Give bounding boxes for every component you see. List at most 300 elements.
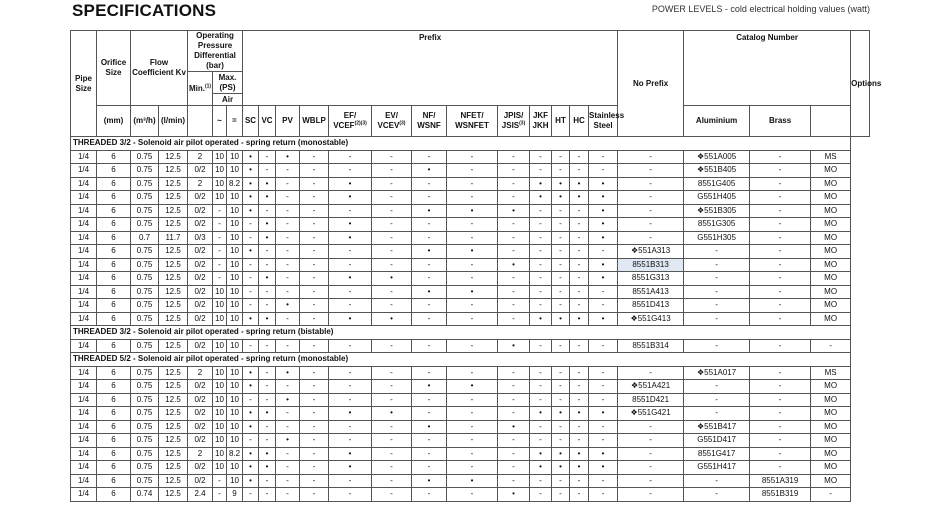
table-cell: - [300, 204, 329, 218]
table-cell: 1/4 [71, 231, 97, 245]
table-cell: - [570, 339, 589, 353]
table-cell: - [750, 191, 811, 205]
table-cell: 1/4 [71, 461, 97, 475]
table-cell: - [589, 420, 618, 434]
table-cell: - [618, 366, 684, 380]
table-cell: 12.5 [159, 245, 188, 259]
table-cell: - [259, 150, 276, 164]
table-cell: 1/4 [71, 474, 97, 488]
col-flow-coefficient: Flow Coefficient Kv [131, 31, 188, 106]
table-cell: 6 [97, 407, 131, 421]
table-cell: 10 [227, 461, 243, 475]
table-cell: 10 [213, 312, 227, 326]
table-cell: - [329, 366, 372, 380]
table-cell: 10 [213, 420, 227, 434]
table-cell: - [412, 258, 447, 272]
table-cell: • [412, 164, 447, 178]
table-cell: 8551D421 [618, 393, 684, 407]
table-cell: - [412, 447, 447, 461]
prefix-vc: VC [259, 106, 276, 137]
table-cell: - [372, 393, 412, 407]
table-cell: - [329, 299, 372, 313]
table-cell: 10 [227, 434, 243, 448]
table-cell: 10 [213, 407, 227, 421]
table-cell: - [243, 272, 259, 286]
table-cell: • [259, 407, 276, 421]
table-cell: ❖551B305 [684, 204, 750, 218]
table-cell: - [552, 366, 570, 380]
table-cell: 8551G313 [618, 272, 684, 286]
table-cell: - [276, 339, 300, 353]
table-cell: - [300, 393, 329, 407]
table-cell: - [372, 339, 412, 353]
table-cell: 8551B313 [618, 258, 684, 272]
table-cell: - [530, 285, 552, 299]
table-cell: • [570, 407, 589, 421]
table-cell: - [498, 272, 530, 286]
table-cell: 10 [227, 150, 243, 164]
table-cell: 0.75 [131, 177, 159, 191]
table-cell: • [589, 447, 618, 461]
col-dc: = [227, 106, 243, 137]
table-cell: - [276, 380, 300, 394]
table-cell: • [530, 177, 552, 191]
table-cell: - [276, 447, 300, 461]
table-cell: - [618, 191, 684, 205]
table-cell: 0/2 [188, 434, 213, 448]
table-cell: - [530, 380, 552, 394]
table-cell: 10 [227, 339, 243, 353]
table-cell: • [412, 380, 447, 394]
table-cell: - [276, 420, 300, 434]
table-cell: - [750, 434, 811, 448]
table-cell: - [329, 258, 372, 272]
table-cell: - [750, 447, 811, 461]
table-cell: - [300, 218, 329, 232]
table-cell: - [570, 393, 589, 407]
table-cell: - [447, 393, 498, 407]
table-cell: - [276, 177, 300, 191]
table-cell: - [498, 447, 530, 461]
table-cell: • [243, 245, 259, 259]
catalog-stainless: Stainless Steel [589, 106, 618, 137]
table-cell: - [750, 231, 811, 245]
table-cell: - [213, 258, 227, 272]
table-cell: - [589, 488, 618, 502]
table-cell: 12.5 [159, 312, 188, 326]
table-cell: 6 [97, 191, 131, 205]
table-cell: 6 [97, 474, 131, 488]
table-cell: - [329, 339, 372, 353]
table-cell: - [412, 231, 447, 245]
table-cell: - [750, 272, 811, 286]
table-cell: 12.5 [159, 191, 188, 205]
col-operating-pressure: Operating Pressure Differential (bar) [188, 31, 243, 72]
table-cell: - [447, 434, 498, 448]
table-cell: 6 [97, 420, 131, 434]
table-cell: - [412, 299, 447, 313]
table-cell: MO [811, 258, 851, 272]
table-cell: - [552, 245, 570, 259]
catalog-aluminium: Aluminium [684, 106, 750, 137]
table-cell: - [372, 461, 412, 475]
table-cell: • [589, 461, 618, 475]
table-cell: • [259, 447, 276, 461]
table-cell: ❖551A005 [684, 150, 750, 164]
table-cell: - [372, 285, 412, 299]
table-cell: • [329, 461, 372, 475]
table-cell: • [243, 164, 259, 178]
table-cell: - [684, 339, 750, 353]
table-cell: - [213, 474, 227, 488]
table-cell: - [750, 366, 811, 380]
table-cell: ❖551A017 [684, 366, 750, 380]
table-cell: 2 [188, 447, 213, 461]
table-cell: • [498, 488, 530, 502]
table-cell: - [530, 150, 552, 164]
table-cell: - [300, 177, 329, 191]
section-header [71, 326, 870, 340]
table-cell: • [589, 177, 618, 191]
table-cell: - [750, 150, 811, 164]
table-cell: - [498, 245, 530, 259]
table-cell: - [329, 380, 372, 394]
table-cell: - [329, 204, 372, 218]
table-cell: 0.75 [131, 191, 159, 205]
table-cell: - [213, 245, 227, 259]
table-cell: - [300, 407, 329, 421]
table-cell: - [447, 312, 498, 326]
section-title: THREADED 3/2 - Solenoid air pilot operated - spring return (bistable) [71, 326, 851, 340]
table-row [71, 474, 870, 488]
table-cell: • [372, 407, 412, 421]
table-cell: - [618, 164, 684, 178]
table-cell: - [259, 164, 276, 178]
table-cell: • [498, 420, 530, 434]
table-cell: - [276, 191, 300, 205]
table-cell: 10 [227, 231, 243, 245]
table-cell: MO [811, 474, 851, 488]
table-cell: - [618, 461, 684, 475]
table-cell: 6 [97, 393, 131, 407]
table-cell: - [372, 366, 412, 380]
table-cell: - [447, 218, 498, 232]
table-cell: 0/2 [188, 339, 213, 353]
table-cell: 0/2 [188, 380, 213, 394]
table-cell: MO [811, 380, 851, 394]
table-row [71, 150, 870, 164]
prefix-nfet: NFET/ WSNFET [447, 106, 498, 137]
table-cell: - [618, 204, 684, 218]
table-row [71, 204, 870, 218]
table-cell: • [276, 434, 300, 448]
table-cell: - [329, 245, 372, 259]
table-cell: - [259, 285, 276, 299]
table-cell: 0/2 [188, 393, 213, 407]
table-cell: • [589, 191, 618, 205]
table-cell: 10 [227, 204, 243, 218]
table-cell: • [329, 407, 372, 421]
table-cell: MO [811, 245, 851, 259]
table-cell: 0.75 [131, 299, 159, 313]
table-cell: 10 [227, 272, 243, 286]
table-cell: 6 [97, 447, 131, 461]
table-cell: 1/4 [71, 245, 97, 259]
table-cell: 11.7 [159, 231, 188, 245]
table-cell: • [329, 177, 372, 191]
table-cell: - [412, 218, 447, 232]
table-cell: 10 [213, 434, 227, 448]
table-cell: 10 [213, 461, 227, 475]
table-cell: - [372, 380, 412, 394]
table-cell: 0/2 [188, 407, 213, 421]
table-cell: 10 [227, 164, 243, 178]
table-cell: - [329, 488, 372, 502]
col-air: Air [213, 94, 243, 106]
table-cell: - [447, 461, 498, 475]
table-cell: - [811, 339, 851, 353]
table-cell: ❖551A313 [618, 245, 684, 259]
table-cell: - [276, 204, 300, 218]
table-cell: - [259, 258, 276, 272]
col-options: Options [851, 31, 870, 137]
table-cell: - [259, 299, 276, 313]
table-cell: • [498, 204, 530, 218]
col-catalog-number: Catalog Number [684, 31, 851, 106]
table-cell: - [447, 420, 498, 434]
table-row [71, 164, 870, 178]
table-cell: ❖551B405 [684, 164, 750, 178]
table-cell: - [259, 488, 276, 502]
table-cell: - [447, 164, 498, 178]
table-cell: - [570, 474, 589, 488]
table-cell: • [552, 461, 570, 475]
table-cell: - [447, 407, 498, 421]
table-cell: - [530, 420, 552, 434]
table-cell: 10 [227, 380, 243, 394]
table-cell: 0/2 [188, 461, 213, 475]
table-cell: - [412, 272, 447, 286]
table-cell: - [300, 312, 329, 326]
table-cell: - [750, 204, 811, 218]
table-row [71, 420, 870, 434]
table-cell: 8551A319 [750, 474, 811, 488]
table-cell: - [300, 231, 329, 245]
table-cell: 6 [97, 150, 131, 164]
table-cell: - [552, 393, 570, 407]
table-cell: - [618, 434, 684, 448]
table-cell: MO [811, 231, 851, 245]
table-row [71, 393, 870, 407]
table-cell: - [276, 488, 300, 502]
table-cell: - [589, 299, 618, 313]
table-cell: • [243, 474, 259, 488]
table-cell: - [570, 150, 589, 164]
table-cell: - [570, 380, 589, 394]
table-cell: - [372, 150, 412, 164]
table-cell: • [243, 177, 259, 191]
table-cell: • [530, 312, 552, 326]
table-cell: - [570, 420, 589, 434]
table-cell: 10 [227, 474, 243, 488]
table-cell: - [300, 366, 329, 380]
table-cell: 6 [97, 380, 131, 394]
table-cell: MO [811, 393, 851, 407]
table-cell: • [259, 272, 276, 286]
table-cell: - [750, 461, 811, 475]
table-cell: - [259, 339, 276, 353]
col-no-prefix: No Prefix [618, 31, 684, 137]
table-cell: • [259, 461, 276, 475]
table-cell: • [552, 177, 570, 191]
table-cell: - [589, 393, 618, 407]
table-cell: • [243, 407, 259, 421]
table-cell: 12.5 [159, 150, 188, 164]
table-cell: - [276, 474, 300, 488]
table-cell: - [276, 245, 300, 259]
table-cell: - [530, 474, 552, 488]
table-cell: - [447, 150, 498, 164]
table-cell: - [329, 285, 372, 299]
table-cell: - [811, 488, 851, 502]
table-cell: - [412, 393, 447, 407]
table-cell: MO [811, 461, 851, 475]
table-cell: MS [811, 366, 851, 380]
table-cell: - [552, 231, 570, 245]
table-cell: - [259, 393, 276, 407]
table-cell: - [570, 245, 589, 259]
table-row [71, 434, 870, 448]
table-row [71, 272, 870, 286]
table-cell: - [570, 299, 589, 313]
table-cell: - [750, 380, 811, 394]
table-cell: - [750, 258, 811, 272]
table-cell: 6 [97, 339, 131, 353]
table-cell: 12.5 [159, 434, 188, 448]
table-cell: • [570, 191, 589, 205]
table-cell: - [498, 150, 530, 164]
table-cell: 6 [97, 245, 131, 259]
table-cell: 0.74 [131, 488, 159, 502]
table-cell: 2 [188, 177, 213, 191]
table-cell: 12.5 [159, 407, 188, 421]
table-cell: • [276, 393, 300, 407]
table-row [71, 461, 870, 475]
table-cell: 12.5 [159, 258, 188, 272]
table-cell: - [276, 312, 300, 326]
table-cell: - [498, 191, 530, 205]
table-cell: - [412, 150, 447, 164]
table-cell: 1/4 [71, 150, 97, 164]
table-cell: - [243, 258, 259, 272]
table-cell: - [300, 285, 329, 299]
table-cell: 10 [213, 191, 227, 205]
table-cell: - [570, 366, 589, 380]
table-cell: - [684, 245, 750, 259]
table-cell: MO [811, 299, 851, 313]
table-cell: • [570, 461, 589, 475]
table-cell: - [530, 339, 552, 353]
table-cell: 1/4 [71, 218, 97, 232]
table-cell: - [276, 461, 300, 475]
table-cell: • [329, 191, 372, 205]
table-cell: - [589, 380, 618, 394]
table-cell: - [618, 488, 684, 502]
table-cell: - [300, 299, 329, 313]
table-cell: 10 [213, 447, 227, 461]
table-cell: 0.75 [131, 150, 159, 164]
table-cell: 1/4 [71, 258, 97, 272]
table-cell: 6 [97, 177, 131, 191]
table-cell: 12.5 [159, 488, 188, 502]
table-cell: • [243, 312, 259, 326]
table-cell: 6 [97, 366, 131, 380]
table-cell: • [570, 312, 589, 326]
table-cell: • [259, 177, 276, 191]
table-cell: - [447, 299, 498, 313]
table-cell: - [372, 191, 412, 205]
table-cell: - [684, 488, 750, 502]
table-cell: - [259, 434, 276, 448]
table-cell: 8551A413 [618, 285, 684, 299]
table-cell: - [329, 420, 372, 434]
table-cell: - [530, 272, 552, 286]
table-cell: - [372, 218, 412, 232]
table-cell: - [372, 177, 412, 191]
table-cell: • [243, 204, 259, 218]
table-cell: 0.75 [131, 474, 159, 488]
table-cell: - [498, 285, 530, 299]
table-cell: 10 [213, 339, 227, 353]
section-header [71, 137, 870, 151]
table-cell: 12.5 [159, 339, 188, 353]
table-cell: 8.2 [227, 447, 243, 461]
table-cell: ❖551G413 [618, 312, 684, 326]
table-cell: 6 [97, 434, 131, 448]
table-cell: - [618, 231, 684, 245]
specifications-table [70, 30, 882, 502]
table-cell: 12.5 [159, 218, 188, 232]
table-cell: - [750, 245, 811, 259]
table-cell: • [447, 380, 498, 394]
table-cell: 9 [227, 488, 243, 502]
table-cell: - [243, 393, 259, 407]
table-cell: 6 [97, 258, 131, 272]
table-cell: - [589, 366, 618, 380]
table-cell: 0.75 [131, 380, 159, 394]
table-row [71, 339, 870, 353]
table-cell: - [530, 258, 552, 272]
table-cell: • [412, 474, 447, 488]
table-cell: 0.75 [131, 245, 159, 259]
table-row [71, 447, 870, 461]
table-cell: - [684, 312, 750, 326]
table-cell: MO [811, 164, 851, 178]
table-cell: 2 [188, 150, 213, 164]
unit-m3h: (m³/h) [131, 106, 159, 137]
table-cell: 12.5 [159, 380, 188, 394]
table-cell: 10 [227, 258, 243, 272]
table-cell: - [684, 393, 750, 407]
table-cell: - [618, 474, 684, 488]
table-cell: - [589, 150, 618, 164]
table-cell: - [498, 299, 530, 313]
table-cell: - [300, 339, 329, 353]
table-cell: - [750, 339, 811, 353]
table-cell: 10 [213, 393, 227, 407]
prefix-ht: HT [552, 106, 570, 137]
table-cell: MO [811, 204, 851, 218]
